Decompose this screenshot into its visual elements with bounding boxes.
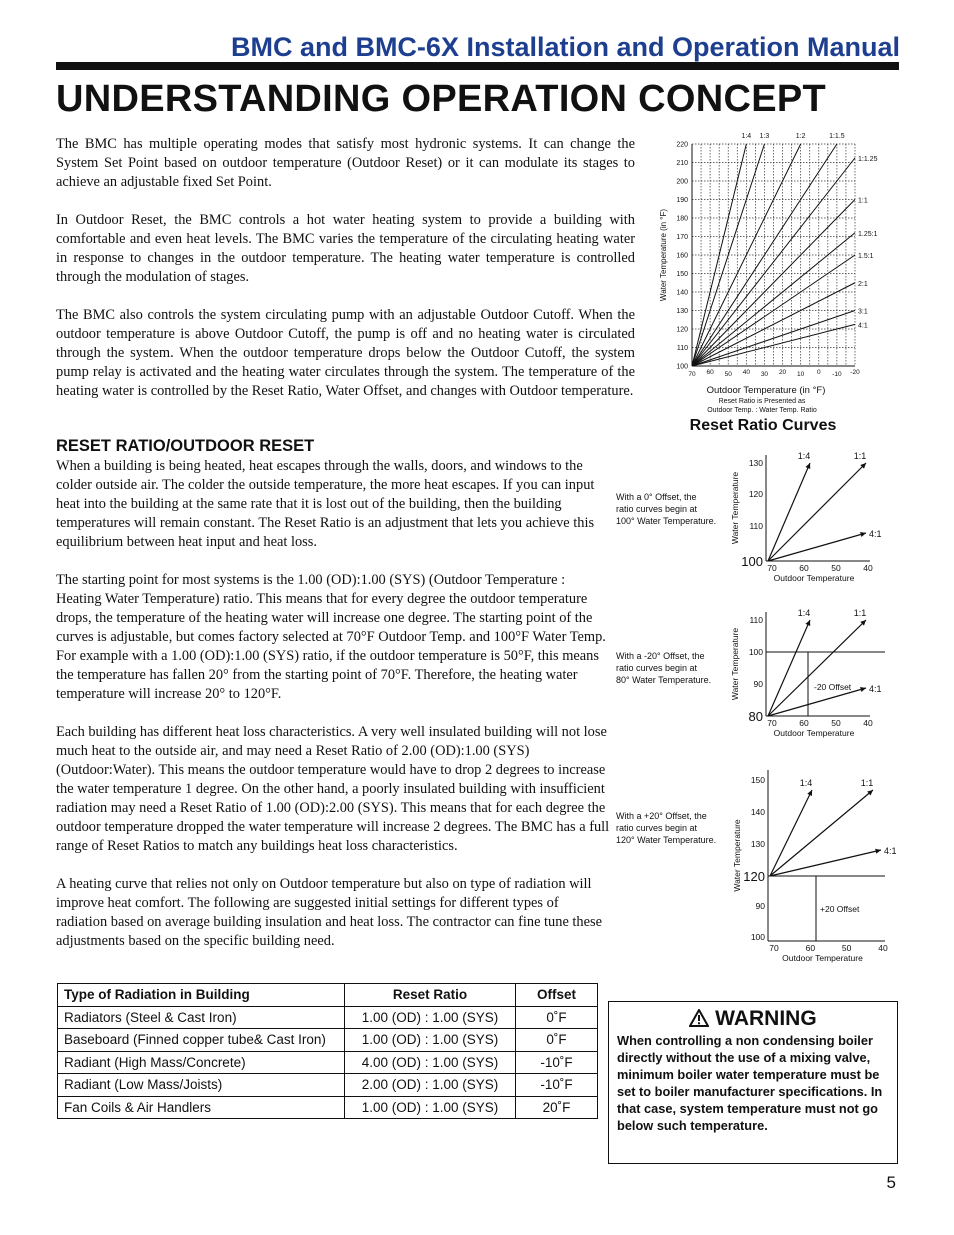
- x-tick-label: 10: [797, 371, 805, 378]
- x-axis-label: Outdoor Temperature (in °F): [706, 385, 826, 396]
- y-tick-label: 120: [748, 489, 763, 499]
- y-tick-label: 120: [676, 326, 688, 334]
- page-title: UNDERSTANDING OPERATION CONCEPT: [56, 78, 827, 120]
- y-tick-label: 100: [748, 647, 763, 657]
- y-tick-label: 180: [676, 215, 688, 223]
- ratio-label: 1:4: [741, 133, 752, 140]
- x-axis-label: Outdoor Temperature: [773, 728, 855, 738]
- ratio-label: 1:1: [853, 451, 867, 461]
- y-tick-label: 200: [676, 178, 688, 186]
- reset-ratio-cell: 4.00 (OD) : 1.00 (SYS): [345, 1051, 516, 1074]
- ratio-label: 4:1: [858, 322, 868, 330]
- offset-cell: 0˚F: [516, 1029, 598, 1052]
- ratio-label: 1.25:1: [858, 230, 878, 238]
- ratio-label: 1.5:1: [858, 252, 874, 260]
- y-tick-label: 150: [750, 775, 765, 785]
- x-tick-label: 30: [760, 371, 769, 378]
- ratio-label: 1:1.5: [829, 133, 845, 140]
- origin-label: 80: [748, 709, 763, 724]
- x-tick-label: 40: [863, 563, 873, 573]
- section-heading: RESET RATIO/OUTDOOR RESET: [56, 437, 315, 455]
- y-tick-label: 90: [753, 679, 763, 689]
- ratio-label: 1:4: [797, 608, 811, 618]
- column-header: Reset Ratio: [345, 984, 516, 1007]
- ratio-label: 4:1: [869, 529, 882, 539]
- y-tick-label: 170: [676, 234, 688, 241]
- ratio-label: 1:4: [799, 778, 813, 788]
- warning-text: When controlling a non condensing boiler directly without the use of a mixing valve, minimum boiler water temperature must be set to boiler manufacturer specifications. In that case, system temperature must not go below such temperature.: [617, 1033, 883, 1133]
- ratio-curve-1:1: [692, 200, 855, 367]
- origin-label: 120: [743, 869, 765, 884]
- x-axis-label: Outdoor Temperature: [782, 953, 863, 963]
- ratio-label: 3:1: [858, 308, 868, 316]
- y-axis-label: Water Temperature: [730, 471, 740, 545]
- y-axis-label: Water Temperature: [730, 627, 740, 701]
- x-tick-label: 60: [805, 943, 816, 953]
- y-tick-label: 90: [755, 901, 765, 911]
- x-axis-label: Outdoor Temperature: [773, 573, 855, 583]
- y-tick-label: 150: [676, 271, 688, 278]
- y-axis-label: Water Temperature (in °F): [659, 208, 668, 302]
- ratio-curve-1:4: [768, 463, 810, 561]
- warning-title-text: WARNING: [715, 1007, 817, 1030]
- offset-cell: 0˚F: [516, 1006, 598, 1029]
- y-tick-label: 110: [749, 521, 763, 531]
- reset-paragraph: A heating curve that relies not only on Outdoor temperature but also on type of radiation will improve heat comfort. The following are suggested initial settings for different types of radiation based on average building insulation and heat loss. The contractor can fine tune these adjustments based on the specific building need.: [56, 876, 603, 949]
- ratio-label: 2:1: [858, 280, 868, 288]
- intro-paragraph: In Outdoor Reset, the BMC controls a hot water heating system to provide a building with comfortable and even heat levels. The BMC varies the temperature of the circulating heating water in response to changes in the outdoor temperature. The heating water temperature is controlled through the modulation of stages.: [56, 212, 635, 285]
- y-tick-label: 140: [676, 289, 688, 297]
- x-tick-label: 40: [742, 369, 750, 376]
- ratio-label: 1:1.25: [858, 155, 878, 163]
- ratio-label: 1:1: [860, 778, 874, 788]
- y-tick-label: 110: [749, 615, 763, 625]
- y-tick-label: 100: [676, 363, 688, 371]
- chart-note: Reset Ratio is Presented as: [718, 398, 806, 405]
- reset-paragraph: The starting point for most systems is the 1.00 (OD):1.00 (SYS) (Outdoor Temperature : Heating Water Temperature) ratio. This means that for every degree the outdoor temperature drops, the temperature of the heating water will increase one degree. The starting point of the curves is adjustable, but comes factory selected at 70°F Outdoor Temp. and 100°F Water Temp. For example with a 1.00 (OD):1.00 (SYS) ratio, if the outdoor temperature is 50°F, this means the temperature has fallen 20° from the starting point of 70°F. Therefore, the heating water temperature will increase 20° to 120°F.: [56, 572, 606, 702]
- ratio-curve-1:1: [768, 463, 866, 561]
- x-tick-label: -10: [832, 371, 842, 378]
- x-tick-label: 40: [863, 718, 873, 728]
- reset-ratio-cell: 2.00 (OD) : 1.00 (SYS): [345, 1074, 516, 1097]
- x-tick-label: 70: [688, 371, 696, 378]
- x-tick-label: 70: [767, 718, 777, 728]
- y-tick-label: 130: [748, 458, 763, 468]
- intro-paragraph: The BMC also controls the system circulating pump with an adjustable Outdoor Cutoff. When the outdoor temperature is above Outdoor Cutoff, the pump is off and no heating water is circulated through the system. When the outdoor temperature drops below the Outdoor Cutoff, the system pump relay is activated and the heating water circulates through the system. The temperature of the heating water is controlled by the Reset Ratio, Water Offset, and changes with Outdoor temperature.: [56, 307, 635, 399]
- reset-ratio-cell: 1.00 (OD) : 1.00 (SYS): [345, 1006, 516, 1029]
- x-tick-label: 60: [799, 563, 809, 573]
- x-tick-label: 70: [769, 943, 779, 953]
- ratio-curve-4:1: [770, 850, 881, 876]
- reset-ratio-cell: 1.00 (OD) : 1.00 (SYS): [345, 1096, 516, 1119]
- offset-cell: -10˚F: [516, 1074, 598, 1097]
- radiation-type-cell: Radiant (Low Mass/Joists): [58, 1074, 345, 1097]
- chart-note-minus-20-offset: With a -20° Offset, the ratio curves begin at 80° Water Temperature.: [616, 651, 712, 685]
- offset-label: +20 Offset: [820, 904, 860, 914]
- ratio-curve-4:1-head: [875, 849, 881, 854]
- y-tick-label: 140: [750, 807, 765, 817]
- column-header: Type of Radiation in Building: [58, 984, 345, 1007]
- radiation-type-cell: Fan Coils & Air Handlers: [58, 1096, 345, 1119]
- x-tick-label: -20: [850, 369, 860, 376]
- radiation-type-cell: Radiant (High Mass/Concrete): [58, 1051, 345, 1074]
- x-tick-label: 50: [831, 563, 841, 573]
- manual-title: BMC and BMC-6X Installation and Operation Manual: [230, 32, 900, 62]
- x-tick-label: 50: [724, 371, 732, 378]
- x-tick-label: 60: [799, 718, 809, 728]
- chart-note: Outdoor Temp. : Water Temp. Ratio: [707, 407, 817, 414]
- ratio-label: 1:1: [853, 608, 867, 618]
- y-tick-label: 220: [676, 141, 688, 149]
- chart-note-plus-20-offset: With a +20° Offset, the ratio curves begin at 120° Water Temperature.: [616, 811, 717, 845]
- y-tick-label: 210: [676, 160, 688, 167]
- x-tick-label: 50: [831, 718, 841, 728]
- offset-label: -20 Offset: [814, 682, 852, 692]
- y-axis-label: Water Temperature: [732, 819, 742, 892]
- x-tick-label: 20: [778, 369, 787, 376]
- reset-paragraph: When a building is being heated, heat escapes through the walls, doors, and windows to the colder outside air. The colder the outside temperature, the more heat escapes. If you can input heat into the building at the same rate that it is lost out of the building, then the building temperatures will remain constant. The Reset Ratio is an adjustment that lets you achieve this equilibrium between heat input and heat loss.: [56, 458, 595, 550]
- y-tick-label: 130: [750, 839, 765, 849]
- ratio-label: 1:3: [759, 133, 770, 140]
- ratio-curve-1:4: [768, 620, 810, 716]
- ratio-curve-1:1: [770, 790, 873, 876]
- y-tick-label: 100: [750, 932, 765, 942]
- reset-ratio-cell: 1.00 (OD) : 1.00 (SYS): [345, 1029, 516, 1052]
- ratio-label: 1:4: [797, 451, 811, 461]
- ratio-label: 4:1: [884, 846, 897, 856]
- y-tick-label: 130: [676, 308, 688, 315]
- y-tick-label: 110: [676, 345, 688, 352]
- page-number: 5: [886, 1173, 896, 1192]
- chart-title: Reset Ratio Curves: [689, 417, 837, 434]
- x-tick-label: 0: [816, 369, 821, 376]
- reset-paragraph: Each building has different heat loss characteristics. A very well insulated building will not lose much heat to the outside air, and may need a Reset Ratio of 2.00 (OD):1.00 (SYS) (Outdoor:Water). This means the outdoor temperature would have to drop 2 degrees to increase the water temperature 1 degree. On the other hand, a poorly insulated building with insufficient radiation may need a Reset Ratio of 1.00 (OD):2.00 (SYS). This means that for each degree the outdoor temperature dropped the water temperature will increase 2 degrees. The BMC has a full range of Reset Ratios to match any buildings heat loss characteristics.: [56, 724, 610, 854]
- offset-bracket: [808, 876, 816, 941]
- chart-note-0-offset: With a 0° Offset, the ratio curves begin at 100° Water Temperature.: [616, 492, 717, 526]
- ratio-label: 1:1: [858, 197, 868, 205]
- ratio-label: 4:1: [869, 684, 882, 694]
- radiation-type-cell: Radiators (Steel & Cast Iron): [58, 1006, 345, 1029]
- x-tick-label: 70: [767, 563, 777, 573]
- column-header: Offset: [516, 984, 598, 1007]
- y-tick-label: 160: [676, 252, 688, 260]
- x-tick-label: 40: [878, 943, 888, 953]
- x-tick-label: 50: [841, 943, 852, 953]
- y-tick-label: 190: [676, 197, 688, 204]
- offset-cell: -10˚F: [516, 1051, 598, 1074]
- offset-cell: 20˚F: [516, 1096, 598, 1119]
- origin-label: 100: [741, 554, 763, 569]
- intro-paragraph: The BMC has multiple operating modes that satisfy most hydronic systems. It can change the System Set Point based on outdoor temperature (Outdoor Reset) or it can modulate its stages to achieve an adjustable fixed Set Point.: [56, 136, 635, 190]
- radiation-type-cell: Baseboard (Finned copper tube& Cast Iron): [58, 1029, 345, 1052]
- ratio-curve-1:4: [770, 790, 812, 876]
- ratio-label: 1:2: [795, 133, 806, 140]
- x-tick-label: 60: [706, 369, 714, 376]
